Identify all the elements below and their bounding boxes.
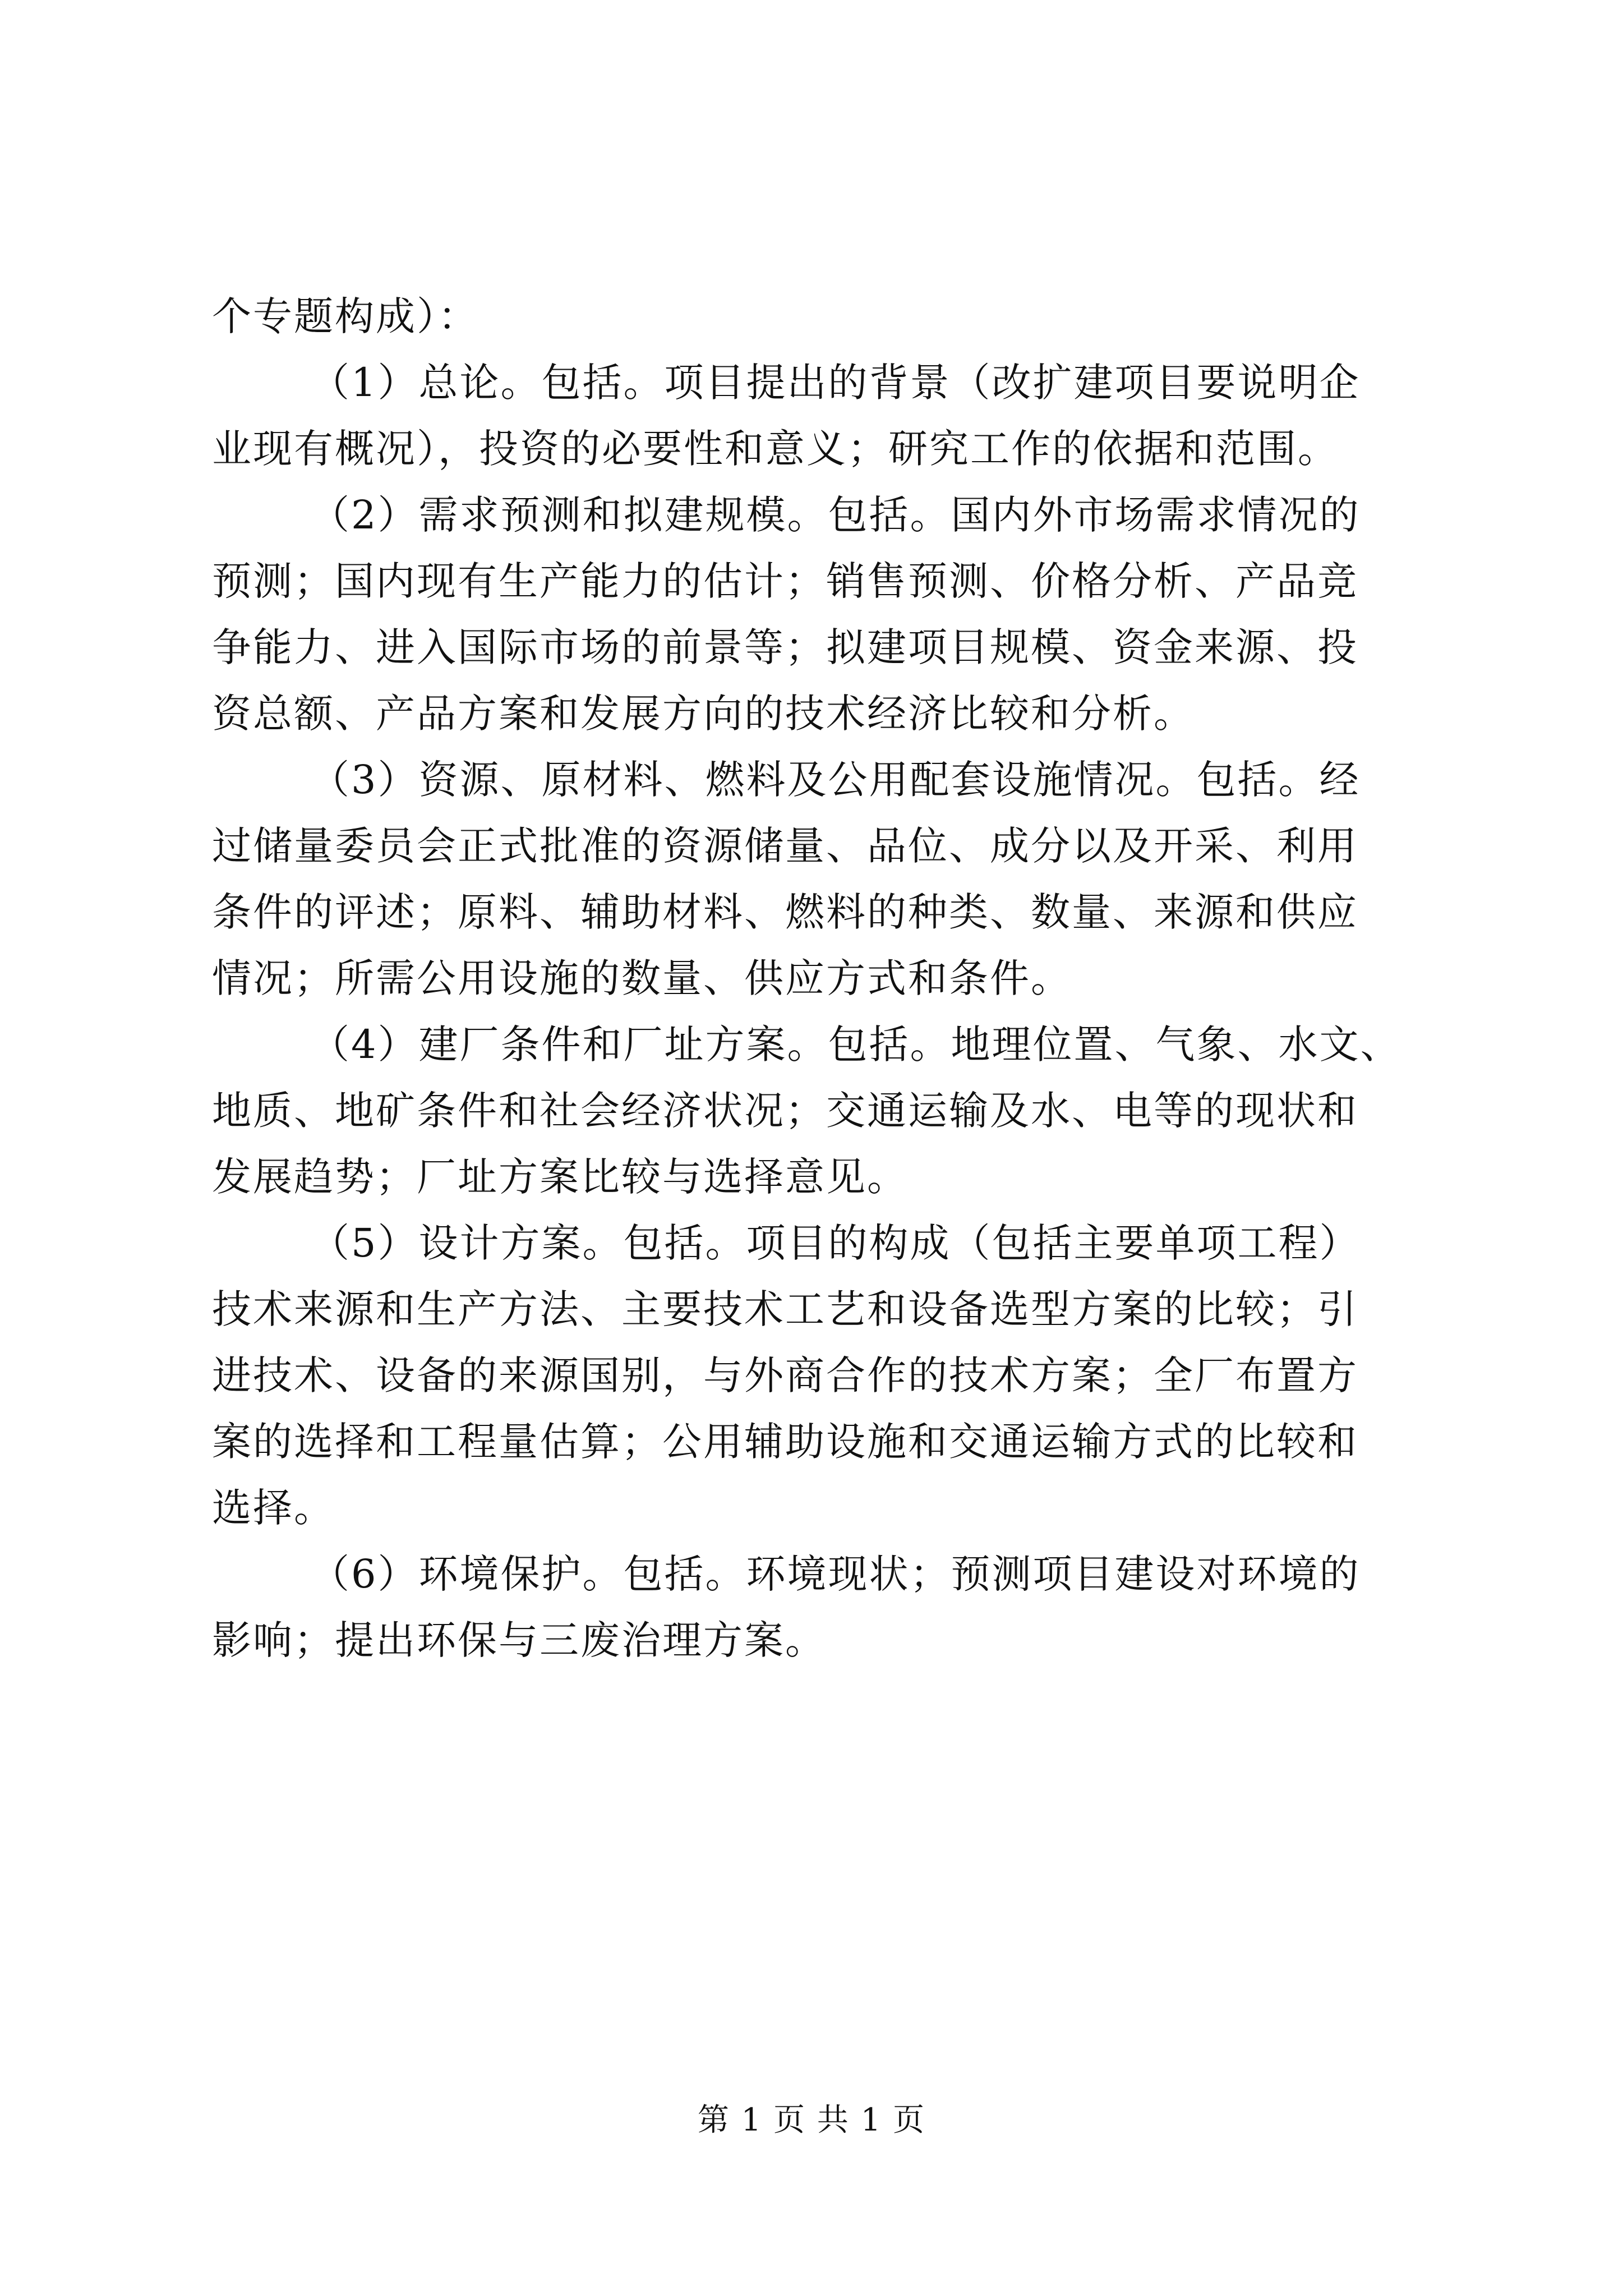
paragraph-4-start: （4）建厂条件和厂址方案。包括。地理位置、气象、水文、 <box>310 1022 1401 1068</box>
text-line: 预测；国内现有生产能力的估计；销售预测、价格分析、产品竞 <box>212 558 1358 604</box>
document-body <box>212 283 1435 1673</box>
text-line: 案的选择和工程量估算；公用辅助设施和交通运输方式的比较和 <box>212 1419 1358 1465</box>
paragraph-2-start: （2）需求预测和拟建规模。包括。国内外市场需求情况的 <box>310 492 1361 538</box>
paragraph-6-start: （6）环境保护。包括。环境现状；预测项目建设对环境的 <box>310 1551 1361 1597</box>
text-line: 技术来源和生产方法、主要技术工艺和设备选型方案的比较；引 <box>212 1286 1358 1332</box>
text-line: 选择。 <box>212 1485 335 1531</box>
text-line: 进技术、设备的来源国别，与外商合作的技术方案；全厂布置方 <box>212 1352 1358 1398</box>
text-line: 争能力、进入国际市场的前景等；拟建项目规模、资金来源、投 <box>212 624 1358 670</box>
text-line: 过储量委员会正式批准的资源储量、品位、成分以及开采、利用 <box>212 823 1358 869</box>
text-line: 影响；提出环保与三废治理方案。 <box>212 1617 826 1663</box>
page-number-footer: 第 1 页 共 1 页 <box>697 2102 926 2138</box>
paragraph-1-start: （1）总论。包括。项目提出的背景（改扩建项目要说明企 <box>310 360 1361 406</box>
text-line: 资总额、产品方案和发展方向的技术经济比较和分析。 <box>212 691 1195 737</box>
paragraph-5-start: （5）设计方案。包括。项目的构成（包括主要单项工程） <box>310 1220 1361 1266</box>
text-line: 发展趋势；厂址方案比较与选择意见。 <box>212 1154 908 1200</box>
text-line: 情况；所需公用设施的数量、供应方式和条件。 <box>212 955 1072 1001</box>
text-line: 业现有概况），投资的必要性和意义；研究工作的依据和范围。 <box>212 426 1339 472</box>
text-line: 地质、地矿条件和社会经济状况；交通运输及水、电等的现状和 <box>212 1088 1358 1134</box>
text-line: 条件的评述；原料、辅助材料、燃料的种类、数量、来源和供应 <box>212 889 1358 935</box>
paragraph-3-start: （3）资源、原材料、燃料及公用配套设施情况。包括。经 <box>310 757 1361 803</box>
text-line: 个专题构成）： <box>212 293 479 339</box>
